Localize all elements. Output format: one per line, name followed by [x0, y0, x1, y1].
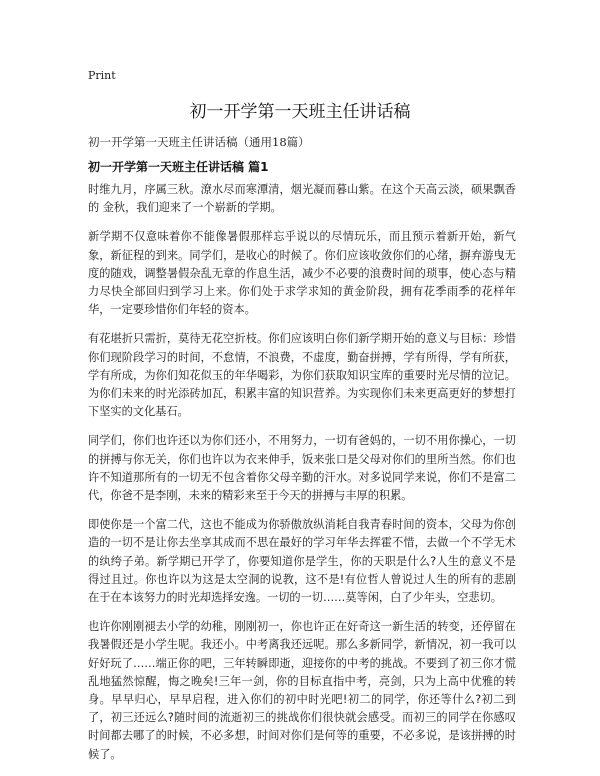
paragraph: 也许你刚刚褪去小学的幼稚，刚刚初一，你也许正在好奇这一新生活的转变，还停留在我暑假还是小学生呢。我还小。中考离我还远呢。那么多新同学，新情况，初一我可以好好玩了……端正你的吧，三年转瞬即逝，迎接你的中考的挑战。不要到了初三你才慌乱地猛然惊醒，悔之晚矣!三年一剑，你的目标直指中考，亮剑，只为上高中优雅的转身。早早归心，早早启程，进入你们的初中时光吧!初二的同学，你还等什么?初二到了，初三还远么?随时间的流逝初三的挑战你们很快就会感受。而初三的同学在你感叹时间都去哪了的时候，不必多想，时间对你们是何等的重要，不必多说，是该拼搏的时候了。 — [88, 620, 516, 761]
paragraph: 即使你是一个富二代，这也不能成为你骄傲放纵消耗自我青春时间的资本，父母为你创造的一切不是让你去坐享其成而不思在最好的学习年华去挥霍不惜，去做一个不学无术的纨绔子弟。新学期已开学了，你要知道你是学生，你的天职是什么?人生的意义不是得过且过。你也许以为这是太空洞的说教，这不是!有位哲人曾说过人生的所有的悲剧在于在本该努力的时光却选择安逸。一切的一切……莫等闲，白了少年头，空悲切。 — [88, 518, 516, 605]
paragraph: 同学们，你们也许还以为你们还小，不用努力，一切有爸妈的，一切不用你操心，一切的拼搏与你无关，你们也许以为衣来伸手，饭来张口是父母对你们的里所当然。你们也许不知道那所有的一切无不包含着你父母辛勤的汗水。对多说同学来说，你们不是富二代，你爸不是李刚，未来的精彩来至于今天的拼搏与丰厚的积累。 — [88, 434, 516, 503]
paragraph: 时维九月，序属三秋。潦水尽而寒潭清，烟光凝而暮山紫。在这个天高云淡，硕果飘香的 金秋，我们迎来了一个崭新的学期。 — [88, 183, 516, 215]
print-link[interactable]: Print — [88, 69, 116, 82]
article-body — [88, 181, 516, 775]
paragraph: 新学期不仅意味着你不能像暑假那样忘乎说以的尽情玩乐，而且预示着新开始，新气象，新征程的到来。同学们，是收心的时候了。你们应该收敛你们的心绪，摒弃游曳无度的随戏，调整暑假杂乱无章的作息生活，减少不必要的浪费时间的琐事，使心态与精力尽快全部回归到学习上来。你们处于求学求知的黄金阶段，拥有花季雨季的花样年华，一定要珍惜你们年轻的资本。 — [88, 230, 516, 317]
section-heading: 初一开学第一天班主任讲话稿 篇1 — [88, 160, 269, 174]
document-subtitle: 初一开学第一天班主任讲话稿（通用18篇） — [88, 135, 310, 149]
paragraph: 有花堪折只需折，莫待无花空折枝。你们应该明白你们新学期开始的意义与目标：珍惜你们现阶段学习的时间，不怠情，不浪费，不虚度，勤奋拼搏，学有所得，学有所获，学有所成，为你们知花似玉的年华喝彩，为你们获取知识宝库的重要时光尽情的泣记。为你们未来的时光添砖加瓦，积累丰富的知识营养。为实现你们未来更高更好的梦想打下坚实的文化基石。 — [88, 332, 516, 419]
document-title: 初一开学第一天班主任讲话稿 — [189, 102, 411, 122]
